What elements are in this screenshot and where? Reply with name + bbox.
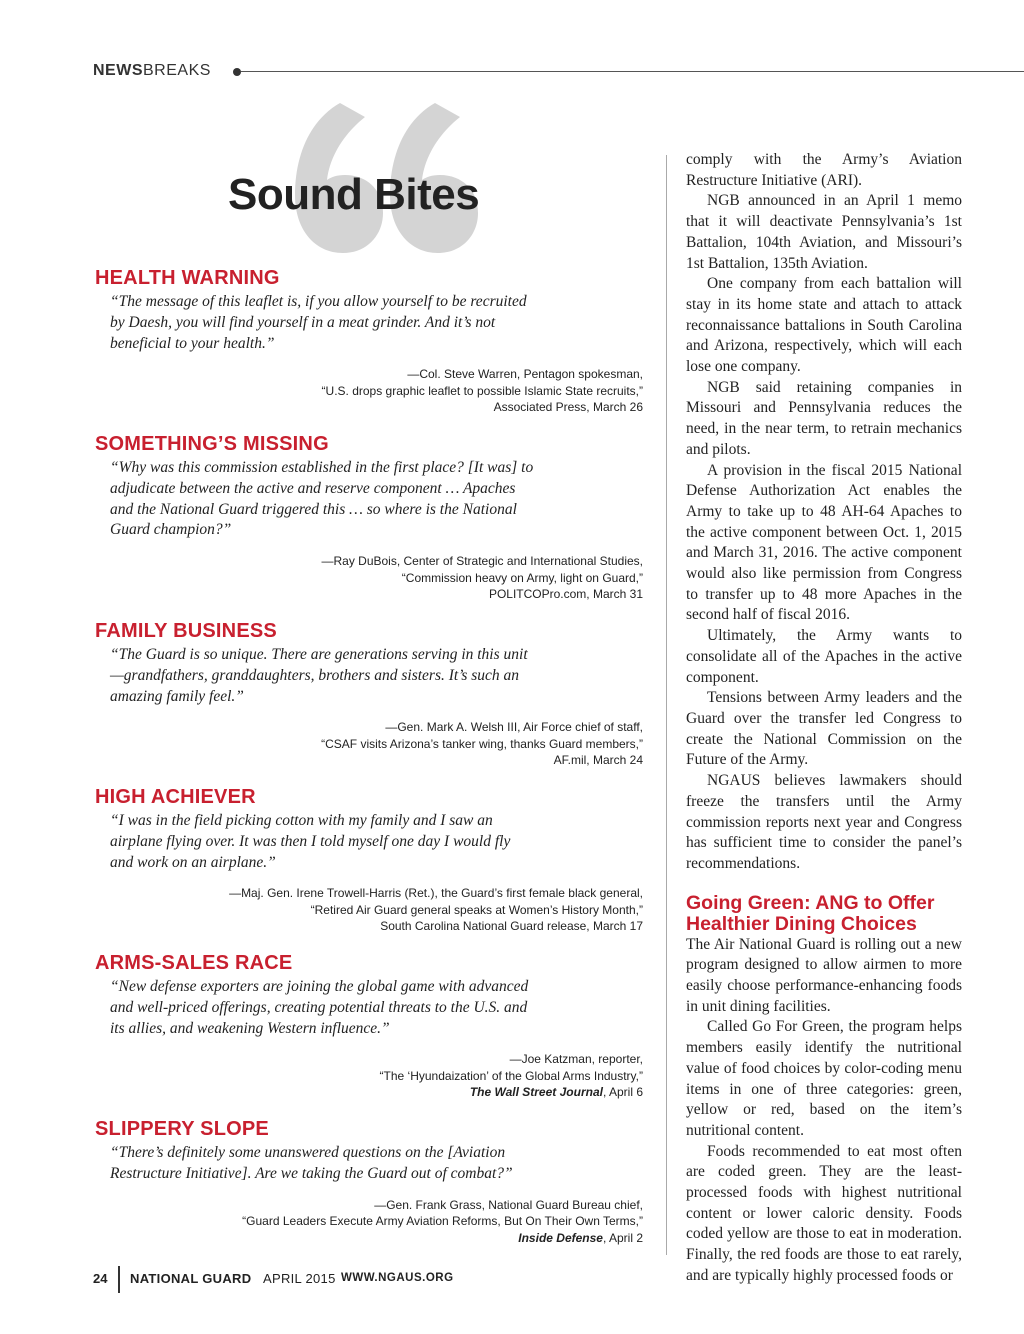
attribution-line: Associated Press, March 26 xyxy=(493,400,643,415)
attribution-line: —Col. Steve Warren, Pentagon spokesman, xyxy=(407,367,643,382)
quote-heading: SOMETHING’S MISSING xyxy=(95,433,329,455)
attribution-line: —Gen. Mark A. Welsh III, Air Force chief of staff, xyxy=(385,720,643,735)
quote-attribution xyxy=(95,553,643,603)
quote-heading: HEALTH WARNING xyxy=(95,267,280,289)
attribution-line: “CSAF visits Arizona’s tanker wing, thanks Guard members,” xyxy=(321,736,643,751)
article-paragraph: One company from each battalion will stay in its home state and attach to attack reconnaissance battalions in South Carolina and Arizona, respectively, which will each lose one company. xyxy=(686,275,962,376)
article-paragraph: Called Go For Green, the program helps members easily identify the nutritional value of food choices by color-coding menu items in one of three categories: green, yellow or red, based on the item’s nutritional content. xyxy=(686,1018,962,1139)
quote-heading: FAMILY BUSINESS xyxy=(95,620,277,642)
quote-heading: SLIPPERY SLOPE xyxy=(95,1118,269,1140)
article-paragraph: NGB said retaining companies in Missouri and Pennsylvania reduces the need, in the near term, to retrain mechanics and pilots. xyxy=(686,378,962,458)
publication-name: NATIONAL GUARD xyxy=(130,1271,252,1286)
attribution-line: “Guard Leaders Execute Army Aviation Reforms, But On Their Own Terms,” xyxy=(242,1214,643,1229)
attribution-line: —Maj. Gen. Irene Trowell-Harris (Ret.), the Guard’s first female black general, xyxy=(229,886,643,901)
source-date: , April 2 xyxy=(602,1230,643,1245)
article-paragraph: A provision in the fiscal 2015 National Defense Authorization Act enables the Army to take up to 48 AH-64 Apaches to the active component between Oct. 1, 2015 and March 31, 2016. The active component would also like permission from Congress to transfer up to 48 more Apaches in the second half of fiscal 2016. xyxy=(686,461,962,624)
attribution-line: POLITCOPro.com, March 31 xyxy=(488,587,643,602)
attribution-line: —Gen. Frank Grass, National Guard Bureau chief, xyxy=(374,1197,643,1212)
quote-attribution xyxy=(95,719,643,769)
section-label-light: BREAKS xyxy=(143,62,211,79)
attribution-line: —Ray DuBois, Center of Strategic and International Studies, xyxy=(321,554,643,569)
attribution-source xyxy=(95,1230,643,1247)
attribution-line: “U.S. drops graphic leaflet to possible Islamic State recruits,” xyxy=(321,383,643,398)
footer-divider xyxy=(118,1266,120,1293)
header-rule xyxy=(241,71,1024,72)
source-date: , April 6 xyxy=(602,1085,643,1100)
quote-block xyxy=(95,785,645,935)
quote-attribution xyxy=(95,1197,643,1247)
quote-heading: ARMS-SALES RACE xyxy=(95,952,293,974)
attribution-source xyxy=(95,1084,643,1101)
quote-text: “Why was this commission established in the first place? [It was] to adjudicate between the active and reserve component … Apaches and the National Guard triggered this … so where is the National Guard champion?” xyxy=(110,459,534,539)
attribution-line: “Commission heavy on Army, light on Guard,” xyxy=(401,570,643,585)
article-paragraph: comply with the Army’s Aviation Restructure Initiative (ARI). xyxy=(686,151,962,189)
quote-attribution xyxy=(95,1051,643,1101)
column-divider xyxy=(666,155,667,1255)
section-label-bold: NEWS xyxy=(93,62,143,79)
quote-text: “I was in the field picking cotton with my family and I saw an airplane flying over. It was then I told myself one day I would fly and work on an airplane.” xyxy=(110,812,511,871)
article-paragraph: The Air National Guard is rolling out a new program designed to allow airmen to more easily choose performance-enhancing foods in unit dining facilities. xyxy=(686,935,962,1015)
quote-block xyxy=(95,619,645,769)
quote-block xyxy=(95,951,645,1101)
quote-block xyxy=(95,432,645,603)
quote-text: “There’s definitely some unanswered questions on the [Aviation Restructure Initiative]. Are we taking the Guard out of combat?” xyxy=(110,1144,513,1182)
attribution-line: “Retired Air Guard general speaks at Women’s History Month,” xyxy=(310,902,643,917)
quote-text: “The Guard is so unique. There are generations serving in this unit—grandfathers, granddaughters, brothers and sisters. It’s such an amazing family feel.” xyxy=(110,646,528,705)
quote-block xyxy=(95,1117,645,1246)
story-headline: Going Green: ANG to Offer Healthier Dining Choices xyxy=(686,891,935,935)
article-paragraph: NGAUS believes lawmakers should freeze the transfers until the Army commission reports next year and Congress has sufficient time to consider the panel’s recommendations. xyxy=(686,772,962,872)
quote-heading: HIGH ACHIEVER xyxy=(95,786,256,808)
quote-block xyxy=(95,266,645,416)
source-publication: Inside Defense xyxy=(518,1230,603,1245)
article-paragraph: Foods recommended to eat most often are coded green. They are the least-processed foods with highest nutritional content or lower caloric density. Foods coded yellow are those to eat in moderation. Finally, the red foods are those to eat rarely, and are typically highly processed foods or xyxy=(686,1142,962,1284)
attribution-line: AF.mil, March 24 xyxy=(553,753,643,768)
section-label xyxy=(93,62,211,80)
attribution-line: “The ‘Hyundaization’ of the Global Arms Industry,” xyxy=(379,1068,643,1083)
attribution-line: South Carolina National Guard release, March 17 xyxy=(380,919,643,934)
article-column xyxy=(686,150,962,1287)
issue-date: APRIL 2015 xyxy=(263,1271,336,1286)
quote-text: “New defense exporters are joining the global game with advanced and well-priced offerings, creating potential threats to the U.S. and its allies, and weakening Western influence.” xyxy=(110,978,529,1037)
header-bullet-icon xyxy=(233,68,241,76)
website-link[interactable]: WWW.NGAUS.ORG xyxy=(341,1272,454,1284)
attribution-line: —Joe Katzman, reporter, xyxy=(509,1052,643,1067)
quote-attribution xyxy=(95,885,643,935)
page-header xyxy=(93,60,1024,86)
page-number: 24 xyxy=(93,1271,108,1286)
article-paragraph: Ultimately, the Army wants to consolidate all of the Apaches in the active component. xyxy=(686,627,962,686)
article-paragraph: NGB announced in an April 1 memo that it will deactivate Pennsylvania’s 1st Battalion, 104th Aviation, and Missouri’s 1st Battalion, 135th Aviation. xyxy=(686,192,962,272)
quote-text: “The message of this leaflet is, if you allow yourself to be recruited by Daesh, you will find yourself in a meat grinder. And it’s not beneficial to your health.” xyxy=(110,293,527,352)
source-publication: The Wall Street Journal xyxy=(469,1085,603,1100)
feature-title: Sound Bites xyxy=(228,170,480,219)
article-paragraph: Tensions between Army leaders and the Guard over the transfer led Congress to create the National Commission on the Future of the Army. xyxy=(686,689,962,769)
quote-attribution xyxy=(95,366,643,416)
